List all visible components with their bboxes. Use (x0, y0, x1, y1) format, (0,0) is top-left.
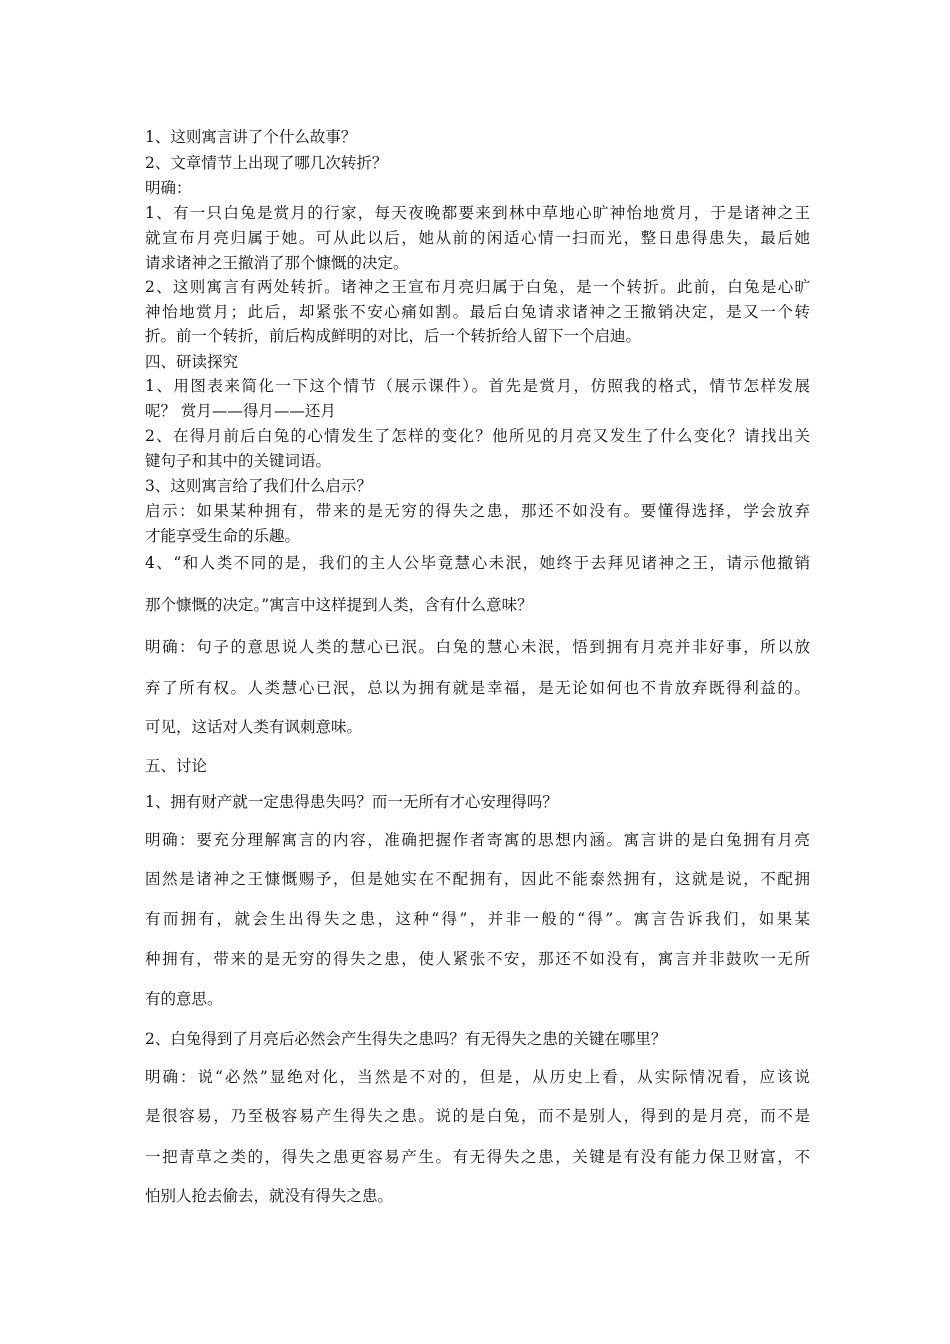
text-line: 明确：句子的意思说人类的慧心已泯。白兔的慧心未泯，悟到拥有月亮并非好事，所以放 (145, 638, 810, 656)
text-line: 四、研读探究 (145, 353, 239, 371)
text-line: 明确：说“必然”显绝对化，当然是不对的，但是，从历史上看，从实际情况看，应该说 (145, 1068, 810, 1086)
text-line: 怕别人抢去偷去，就没有得失之患。 (145, 1187, 394, 1205)
text-line: 有的意思。 (145, 990, 223, 1008)
text-line: 明确：要充分理解寓言的内容，准确把握作者寄寓的思想内涵。寓言讲的是白兔拥有月亮 (145, 831, 810, 849)
text-line: 2、文章情节上出现了哪几次转折？ (145, 154, 388, 172)
text-line: 固然是诸神之王慷慨赐予，但是她实在不配拥有，因此不能泰然拥有，这就是说，不配拥 (145, 870, 810, 888)
text-line: 明确： (145, 179, 192, 197)
text-line: 弃了所有权。人类慧心已泯，总以为拥有就是幸福，是无论如何也不肯放弃既得利益的。 (145, 679, 810, 697)
text-line: 就宣布月亮归属于她。可从此以后，她从前的闲适心情一扫而光，整日患得患失，最后她 (145, 229, 810, 247)
text-line: 一把青草之类的，得失之患更容易产生。有无得失之患，关键是有没有能力保卫财富，不 (145, 1148, 810, 1166)
text-line: 神怡地赏月；此后，却紧张不安心痛如割。最后白兔请求诸神之王撤销决定，是又一个转 (145, 303, 810, 321)
text-line: 五、讨论 (145, 757, 208, 775)
text-line: 1、这则寓言讲了个什么故事？ (145, 128, 357, 146)
text-line: 4、“和人类不同的是，我们的主人公毕竟慧心未泯，她终于去拜见诸神之王，请示他撤销 (145, 554, 810, 572)
text-line: 2、白兔得到了月亮后必然会产生得失之患吗？有无得失之患的关键在哪里？ (145, 1030, 667, 1048)
text-line: 请求诸神之王撤消了那个慷慨的决定。 (145, 254, 409, 272)
text-line: 种拥有，带来的是无穷的得失之患，使人紧张不安，那还不如没有，寓言并非鼓吹一无所 (145, 950, 810, 968)
text-line: 2、这则寓言有两处转折。诸神之王宣布月亮归属于白兔，是一个转折。此前，白兔是心旷 (145, 278, 810, 296)
text-line: 键句子和其中的关键词语。 (145, 452, 332, 470)
text-line: 那个慷慨的决定。”寓言中这样提到人类，含有什么意味？ (145, 596, 533, 614)
text-line: 3、这则寓言给了我们什么启示？ (145, 477, 372, 495)
text-line: 1、有一只白兔是赏月的行家，每天夜晚都要来到林中草地心旷神怡地赏月，于是诸神之王 (145, 204, 810, 222)
text-line: 启示：如果某种拥有，带来的是无穷的得失之患，那还不如没有。要懂得选择，学会放弃 (145, 502, 810, 520)
text-line: 折。前一个转折，前后构成鲜明的对比，后一个转折给人留下一个启迪。 (145, 327, 642, 345)
text-line: 是很容易，乃至极容易产生得失之患。说的是白兔，而不是别人，得到的是月亮，而不是 (145, 1107, 810, 1125)
text-line: 2、在得月前后白兔的心情发生了怎样的变化？他所见的月亮又发生了什么变化？请找出关 (145, 427, 810, 445)
text-line: 可见，这话对人类有讽刺意味。 (145, 718, 363, 736)
text-line: 才能享受生命的乐趣。 (145, 527, 301, 545)
text-line: 有而拥有，就会生出得失之患，这种“得”，并非一般的“得”。寓言告诉我们，如果某 (145, 910, 810, 928)
text-line: 呢？ 赏月——得月——还月 (145, 402, 336, 420)
text-line: 1、用图表来简化一下这个情节（展示课件）。首先是赏月，仿照我的格式，情节怎样发展 (145, 377, 810, 395)
text-line: 1、拥有财产就一定患得患失吗？而一无所有才心安理得吗？ (145, 793, 558, 811)
